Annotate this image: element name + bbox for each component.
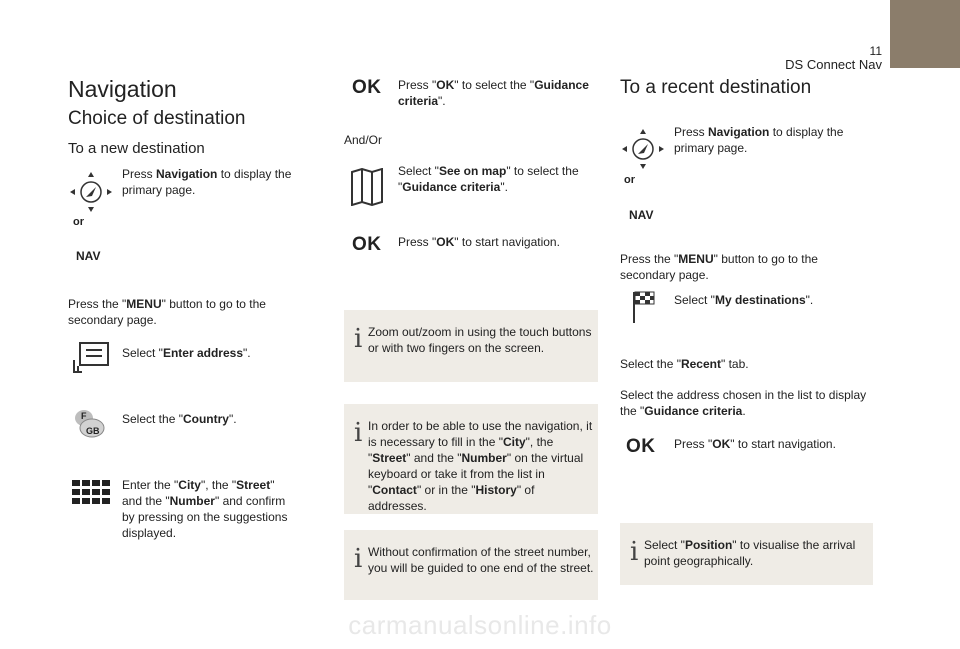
checkered-flag-icon (632, 290, 656, 324)
info-icon: i (354, 418, 363, 448)
nav-button-label-2: NAV (629, 208, 654, 222)
map-icon (350, 168, 384, 206)
recent-destination-heading: To a recent destination (620, 77, 812, 98)
note-street-number-text: Without confirmation of the street number, you will be guided to one end of the street. (368, 545, 594, 575)
my-destinations-text: Select "My destinations". (674, 293, 814, 307)
note-fill-address-text: In order to be able to use the navigation, it is necessary to fill in the "City", the "Street" and the "Number" on the virtual keyboard or take it from the list in "Contact" or in the "History" of addresses. (368, 419, 593, 513)
press-navigation-text: Press Navigation to display the primary page. (122, 167, 292, 197)
ok-start-navigation-text-2: Press "OK" to start navigation. (674, 437, 836, 451)
ok-button-label-3: OK (626, 436, 656, 457)
ok-guidance-text: Press "OK" to select the "Guidance criteria". (398, 78, 589, 108)
or-label: or (73, 216, 84, 228)
enter-address-icon (72, 340, 112, 374)
recent-tab-text: Select the "Recent" tab. (620, 357, 749, 371)
note-zoom-text: Zoom out/zoom in using the touch buttons or with two fingers on the screen. (368, 325, 592, 355)
nav-button-label: NAV (76, 249, 101, 263)
page-number: 11 (869, 44, 882, 58)
watermark: carmanualsonline.info (348, 610, 612, 640)
press-navigation-text-2: Press Navigation to display the primary page. (674, 125, 844, 155)
keyboard-icon (72, 478, 112, 508)
flag-letter-top: F (81, 411, 87, 421)
menu-instruction-2: Press the "MENU" button to go to the secondary page. (620, 252, 818, 282)
ok-button-label: OK (352, 77, 382, 98)
navigation-control-icon (620, 127, 666, 171)
enter-address-text: Select "Enter address". (122, 346, 251, 360)
info-icon: i (354, 324, 363, 354)
or-label-2: or (624, 174, 635, 186)
info-note-zoom (344, 310, 598, 382)
ok-start-navigation-text: Press "OK" to start navigation. (398, 235, 560, 249)
enter-city-street-text: Enter the "City", the "Street" and the "Number" and confirm by pressing on the suggestions displayed. (122, 478, 288, 540)
page-corner-tab (890, 0, 960, 68)
section-heading: Choice of destination (68, 108, 246, 129)
info-note-fill-address (344, 404, 598, 514)
note-position-text: Select "Position" to visualise the arrival point geographically. (644, 538, 856, 568)
subsection-heading: To a new destination (68, 140, 205, 157)
menu-instruction: Press the "MENU" button to go to the secondary page. (68, 297, 266, 327)
select-address-text: Select the address chosen in the list to display the "Guidance criteria. (620, 388, 867, 418)
info-note-street-number (344, 530, 598, 600)
and-or-label: And/Or (344, 133, 383, 147)
info-icon: i (630, 537, 639, 567)
page-title: Navigation (68, 76, 177, 102)
navigation-control-icon (68, 170, 114, 214)
info-note-position (620, 523, 873, 585)
ok-button-label-2: OK (352, 234, 382, 255)
flag-letter-bottom: GB (86, 426, 100, 436)
section-title: DS Connect Nav (785, 57, 882, 72)
info-icon: i (354, 544, 363, 574)
see-on-map-text: Select "See on map" to select the "Guidance criteria". (398, 164, 579, 194)
country-flag-icon (74, 406, 108, 440)
select-country-text: Select the "Country". (122, 412, 237, 426)
